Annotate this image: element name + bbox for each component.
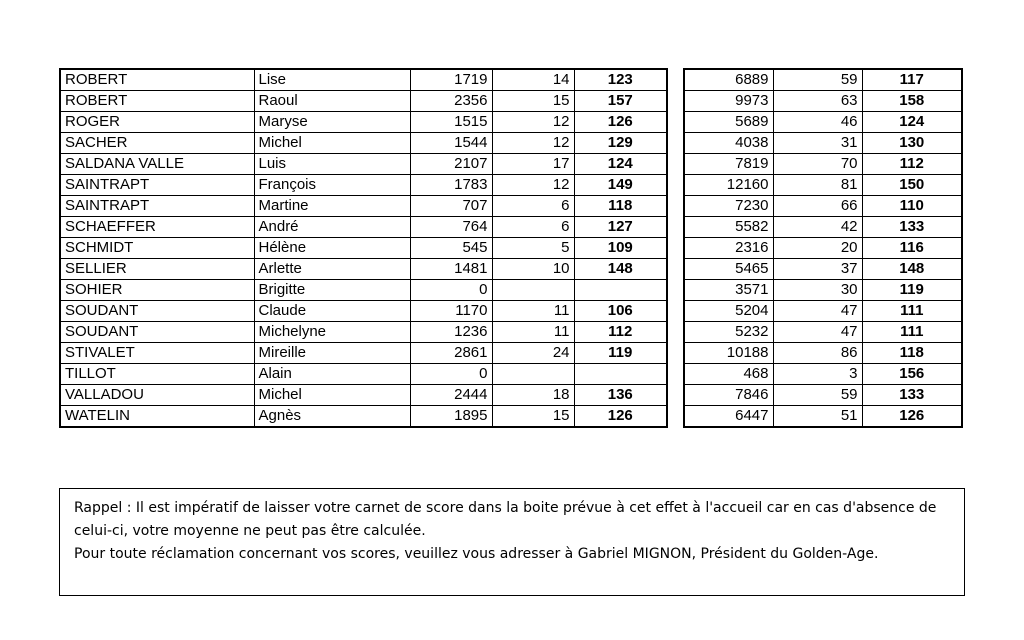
season-average-cell: 119	[862, 280, 962, 301]
season-average-cell: 150	[862, 175, 962, 196]
season-average-cell: 133	[862, 217, 962, 238]
period-pins-cell: 1481	[410, 259, 492, 280]
period-games-cell: 15	[492, 406, 574, 428]
first-name-cell: André	[254, 217, 410, 238]
table-row	[60, 322, 667, 343]
table-row	[684, 154, 962, 175]
period-games-cell: 17	[492, 154, 574, 175]
last-name-cell: SOUDANT	[60, 322, 254, 343]
period-games-cell: 18	[492, 385, 574, 406]
table-row	[60, 175, 667, 196]
season-average-cell: 110	[862, 196, 962, 217]
period-games-cell: 24	[492, 343, 574, 364]
season-games-cell: 59	[773, 385, 862, 406]
period-average-cell: 157	[574, 91, 667, 112]
period-average-cell: 109	[574, 238, 667, 259]
period-average-cell: 127	[574, 217, 667, 238]
season-pins-cell: 6889	[684, 69, 773, 91]
period-games-cell: 12	[492, 175, 574, 196]
season-pins-cell: 4038	[684, 133, 773, 154]
first-name-cell: Michel	[254, 385, 410, 406]
table-row	[684, 259, 962, 280]
table-row	[684, 385, 962, 406]
table-row	[684, 175, 962, 196]
period-average-cell: 126	[574, 406, 667, 428]
table-row	[684, 343, 962, 364]
season-average-cell: 118	[862, 343, 962, 364]
period-games-cell: 11	[492, 301, 574, 322]
table-row	[684, 91, 962, 112]
table-row	[684, 238, 962, 259]
first-name-cell: Michel	[254, 133, 410, 154]
season-average-cell: 117	[862, 69, 962, 91]
last-name-cell: SOUDANT	[60, 301, 254, 322]
season-pins-cell: 5465	[684, 259, 773, 280]
table-row	[684, 322, 962, 343]
period-pins-cell: 2107	[410, 154, 492, 175]
period-pins-cell: 1783	[410, 175, 492, 196]
scores-table-right	[683, 68, 963, 428]
table-row	[60, 112, 667, 133]
first-name-cell: Luis	[254, 154, 410, 175]
table-row	[60, 385, 667, 406]
period-pins-cell: 1719	[410, 69, 492, 91]
period-average-cell: 149	[574, 175, 667, 196]
season-pins-cell: 7230	[684, 196, 773, 217]
table-row	[684, 133, 962, 154]
season-average-cell: 158	[862, 91, 962, 112]
season-average-cell: 130	[862, 133, 962, 154]
last-name-cell: ROGER	[60, 112, 254, 133]
period-pins-cell: 0	[410, 280, 492, 301]
period-games-cell: 12	[492, 133, 574, 154]
claims-contact-text: Pour toute réclamation concernant vos scores, veuillez vous adresser à Gabriel MIGNON, Président du Golden-Age.	[74, 546, 879, 562]
table-row	[60, 217, 667, 238]
season-games-cell: 31	[773, 133, 862, 154]
season-average-cell: 133	[862, 385, 962, 406]
period-average-cell: 106	[574, 301, 667, 322]
period-pins-cell: 1515	[410, 112, 492, 133]
season-pins-cell: 7819	[684, 154, 773, 175]
first-name-cell: Martine	[254, 196, 410, 217]
table-row	[60, 259, 667, 280]
last-name-cell: SELLIER	[60, 259, 254, 280]
period-pins-cell: 1544	[410, 133, 492, 154]
last-name-cell: SCHMIDT	[60, 238, 254, 259]
season-pins-cell: 468	[684, 364, 773, 385]
period-average-cell: 112	[574, 322, 667, 343]
period-games-cell: 5	[492, 238, 574, 259]
table-row	[684, 406, 962, 428]
last-name-cell: WATELIN	[60, 406, 254, 428]
last-name-cell: VALLADOU	[60, 385, 254, 406]
reminder-note-box	[59, 488, 965, 596]
season-average-cell: 124	[862, 112, 962, 133]
table-row	[60, 238, 667, 259]
season-pins-cell: 7846	[684, 385, 773, 406]
season-pins-cell: 3571	[684, 280, 773, 301]
first-name-cell: Arlette	[254, 259, 410, 280]
table-row	[684, 364, 962, 385]
season-games-cell: 42	[773, 217, 862, 238]
period-pins-cell: 1895	[410, 406, 492, 428]
period-pins-cell: 764	[410, 217, 492, 238]
period-pins-cell: 707	[410, 196, 492, 217]
season-pins-cell: 2316	[684, 238, 773, 259]
reminder-text: Rappel : Il est impératif de laisser votre carnet de score dans la boite prévue à cet effet à l'accueil car en cas d'absence de celui-ci, votre moyenne ne peut pas être calculée.	[74, 500, 937, 539]
last-name-cell: SAINTRAPT	[60, 175, 254, 196]
first-name-cell: Claude	[254, 301, 410, 322]
season-games-cell: 37	[773, 259, 862, 280]
season-pins-cell: 5204	[684, 301, 773, 322]
season-average-cell: 148	[862, 259, 962, 280]
period-games-cell: 14	[492, 69, 574, 91]
season-games-cell: 51	[773, 406, 862, 428]
season-average-cell: 116	[862, 238, 962, 259]
last-name-cell: ROBERT	[60, 69, 254, 91]
season-average-cell: 111	[862, 301, 962, 322]
season-pins-cell: 5232	[684, 322, 773, 343]
table-row	[60, 280, 667, 301]
season-games-cell: 70	[773, 154, 862, 175]
period-average-cell: 136	[574, 385, 667, 406]
table-row	[684, 69, 962, 91]
last-name-cell: SALDANA VALLE	[60, 154, 254, 175]
period-pins-cell: 1170	[410, 301, 492, 322]
table-row	[60, 406, 667, 428]
first-name-cell: Lise	[254, 69, 410, 91]
last-name-cell: ROBERT	[60, 91, 254, 112]
first-name-cell: Maryse	[254, 112, 410, 133]
season-games-cell: 59	[773, 69, 862, 91]
season-games-cell: 63	[773, 91, 862, 112]
period-average-cell: 118	[574, 196, 667, 217]
last-name-cell: SCHAEFFER	[60, 217, 254, 238]
last-name-cell: TILLOT	[60, 364, 254, 385]
season-pins-cell: 9973	[684, 91, 773, 112]
first-name-cell: Alain	[254, 364, 410, 385]
table-row	[60, 69, 667, 91]
table-row	[60, 133, 667, 154]
season-average-cell: 112	[862, 154, 962, 175]
period-games-cell: 6	[492, 217, 574, 238]
season-games-cell: 86	[773, 343, 862, 364]
season-games-cell: 30	[773, 280, 862, 301]
table-row	[60, 364, 667, 385]
period-games-cell: 15	[492, 91, 574, 112]
season-games-cell: 66	[773, 196, 862, 217]
season-average-cell: 111	[862, 322, 962, 343]
period-average-cell: 124	[574, 154, 667, 175]
period-pins-cell: 1236	[410, 322, 492, 343]
first-name-cell: Brigitte	[254, 280, 410, 301]
season-games-cell: 3	[773, 364, 862, 385]
period-games-cell: 10	[492, 259, 574, 280]
table-row	[60, 301, 667, 322]
season-pins-cell: 10188	[684, 343, 773, 364]
period-games-cell: 12	[492, 112, 574, 133]
season-pins-cell: 12160	[684, 175, 773, 196]
period-average-cell	[574, 280, 667, 301]
season-games-cell: 47	[773, 322, 862, 343]
period-pins-cell: 2861	[410, 343, 492, 364]
period-pins-cell: 2356	[410, 91, 492, 112]
first-name-cell: François	[254, 175, 410, 196]
period-pins-cell: 2444	[410, 385, 492, 406]
period-games-cell: 6	[492, 196, 574, 217]
period-average-cell: 148	[574, 259, 667, 280]
period-average-cell: 126	[574, 112, 667, 133]
table-row	[60, 196, 667, 217]
last-name-cell: STIVALET	[60, 343, 254, 364]
season-pins-cell: 5582	[684, 217, 773, 238]
period-average-cell: 119	[574, 343, 667, 364]
period-games-cell	[492, 364, 574, 385]
table-row	[684, 112, 962, 133]
season-games-cell: 47	[773, 301, 862, 322]
period-average-cell: 129	[574, 133, 667, 154]
table-row	[684, 196, 962, 217]
season-average-cell: 156	[862, 364, 962, 385]
table-row	[60, 91, 667, 112]
period-games-cell: 11	[492, 322, 574, 343]
last-name-cell: SAINTRAPT	[60, 196, 254, 217]
table-row	[60, 343, 667, 364]
period-pins-cell: 545	[410, 238, 492, 259]
season-pins-cell: 5689	[684, 112, 773, 133]
season-pins-cell: 6447	[684, 406, 773, 428]
period-pins-cell: 0	[410, 364, 492, 385]
table-row	[684, 280, 962, 301]
first-name-cell: Michelyne	[254, 322, 410, 343]
first-name-cell: Raoul	[254, 91, 410, 112]
period-average-cell	[574, 364, 667, 385]
season-games-cell: 20	[773, 238, 862, 259]
last-name-cell: SOHIER	[60, 280, 254, 301]
table-row	[60, 154, 667, 175]
scores-table-left	[59, 68, 668, 428]
season-average-cell: 126	[862, 406, 962, 428]
season-games-cell: 81	[773, 175, 862, 196]
first-name-cell: Mireille	[254, 343, 410, 364]
table-row	[684, 217, 962, 238]
period-average-cell: 123	[574, 69, 667, 91]
last-name-cell: SACHER	[60, 133, 254, 154]
table-row	[684, 301, 962, 322]
period-games-cell	[492, 280, 574, 301]
first-name-cell: Hélène	[254, 238, 410, 259]
first-name-cell: Agnès	[254, 406, 410, 428]
season-games-cell: 46	[773, 112, 862, 133]
